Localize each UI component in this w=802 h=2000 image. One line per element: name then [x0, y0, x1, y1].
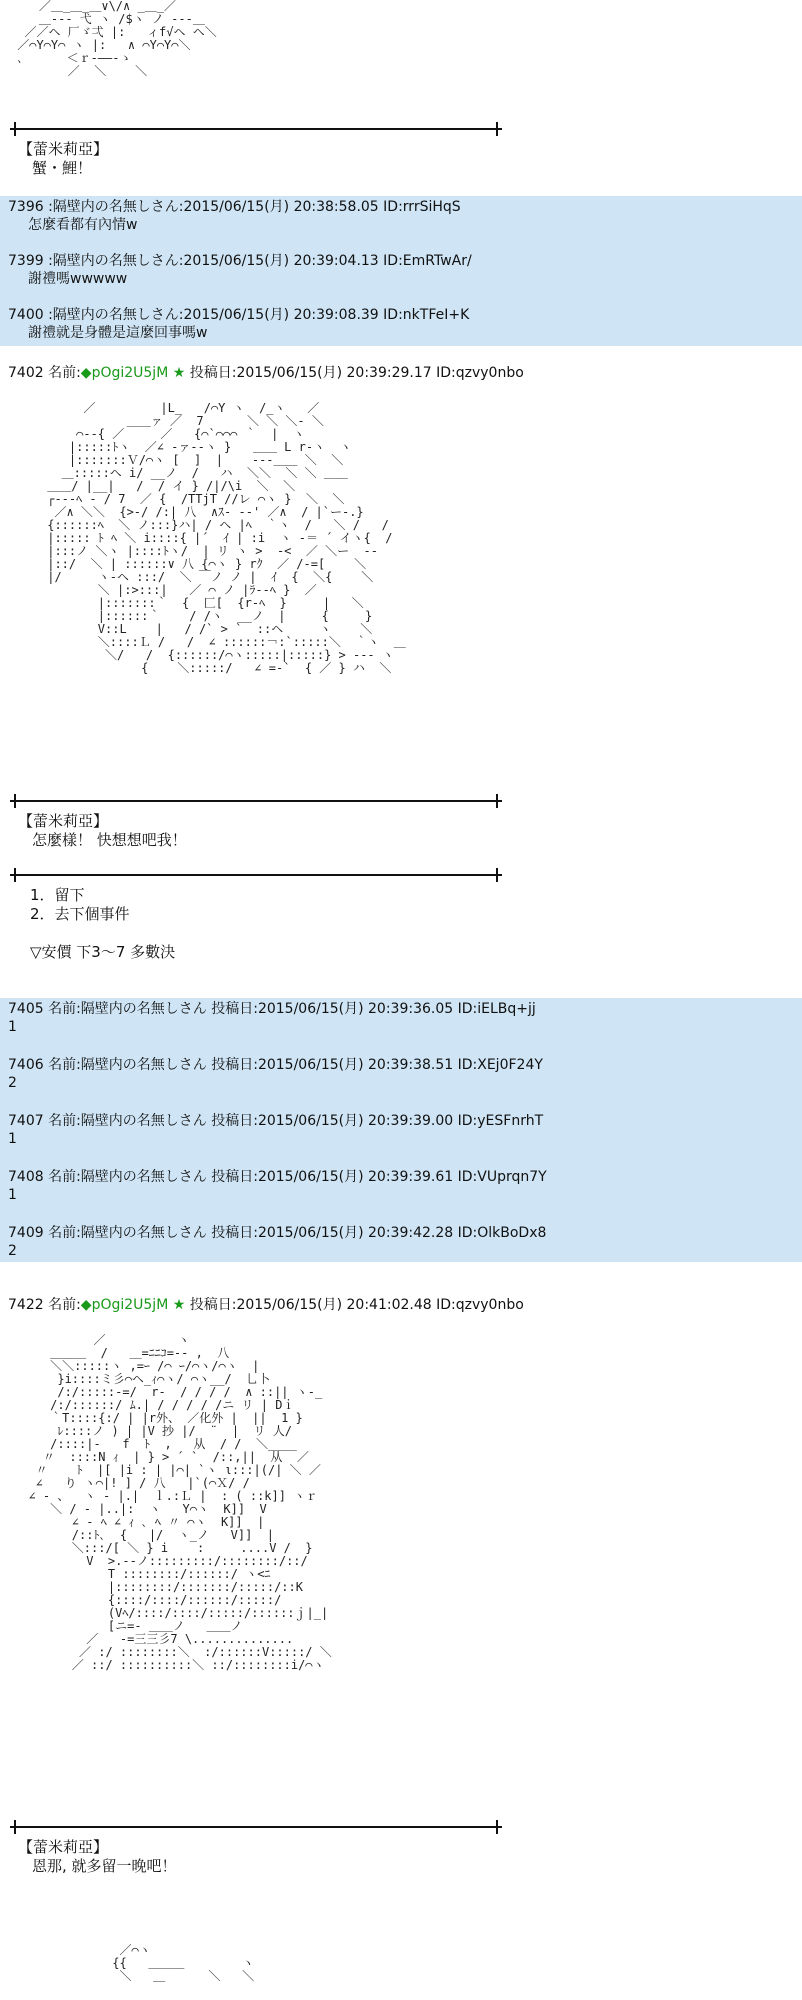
speaker-name: 【蕾米莉亞】 — [18, 1838, 109, 1856]
post-header: 7405 名前:隔壁内の名無しさん 投稿日:2015/06/15(月) 20:39:36.05 ID:iELBq+jj — [8, 1001, 536, 1017]
vote-instruction: ▽安價 下3～7 多數決 — [30, 943, 176, 961]
speaker-name: 【蕾米莉亞】 — [18, 812, 109, 830]
post-number: 7422 名前: — [8, 1297, 81, 1313]
choice-list — [30, 886, 175, 962]
dialogue-text: 蟹・鯉！ — [32, 159, 93, 177]
reply-post — [8, 306, 469, 342]
reply-post — [8, 1168, 547, 1204]
post-header: 7407 名前:隔壁内の名無しさん 投稿日:2015/06/15(月) 20:39:39.00 ID:yESFnrhT — [8, 1113, 544, 1129]
reply-post — [8, 1056, 543, 1092]
author-post-header — [8, 364, 524, 382]
reply-post — [8, 1224, 546, 1260]
reply-post — [8, 1112, 543, 1148]
post-author: ◆pOgi2U5jM ★ — [80, 1297, 186, 1313]
post-number: 7402 名前: — [8, 365, 81, 381]
scene-divider — [10, 866, 502, 884]
post-meta: 投稿日:2015/06/15(月) 20:39:29.17 ID:qzvy0nbo — [185, 365, 524, 381]
scene-divider — [10, 120, 502, 138]
speaker-name: 【蕾米莉亞】 — [18, 140, 109, 158]
post-header: 7406 名前:隔壁内の名無しさん 投稿日:2015/06/15(月) 20:39:38.51 ID:XEj0F24Y — [8, 1057, 543, 1073]
choice-option: 1．留下 — [30, 886, 85, 904]
scene-divider — [10, 1818, 502, 1836]
post-body: 謝禮就是身體是這麼回事嗎w — [28, 325, 208, 341]
dialogue-block — [18, 812, 187, 850]
dialogue-text: 恩那, 就多留一晚吧！ — [32, 1857, 177, 1875]
post-body: 怎麼看都有內情w — [28, 217, 138, 233]
post-body: 2 — [8, 1075, 17, 1091]
post-header: 7400 :隔壁内の名無しさん:2015/06/15(月) 20:39:08.39 ID:nkTFeI+K — [8, 307, 470, 323]
post-header: 7396 :隔壁内の名無しさん:2015/06/15(月) 20:38:58.05 ID:rrrSiHqS — [8, 199, 461, 215]
author-post-header — [8, 1296, 524, 1314]
dialogue-block — [18, 1838, 177, 1876]
post-body: 1 — [8, 1187, 17, 1203]
ascii-art-remilia: ／ |L_ /⌒Y ヽ /_ヽ ／ ＿＿ァ ／ 7 ＼ ＼ ＼‐ ＼ ⌒-‐{ ／ ／ {⌒`⌒⌒⌒ ｀ | ヽ |:::::ﾄヽ ／∠ -ァ‐‐ヽ } ＿＿ L r-ヽ ヽ |:::::::Ｖ/⌒ヽ [ ] | ‐‐‐＿＿ ＼ ＼ ＿:::::ヘ i/ __ノ / ハ ＼＼ ＼ ＼ ＿＿ ＿＿/ |__| / / イ } /|/\i ＼ ＼ ┌‐‐-ﾍ ‐ / 7 ／ { /TTjT //レ ⌒ヽ } ＼ ＼ ／∧ ＼＼ {>-/ /:| 八 ∧ｽ‐ ‐‐' ／∧ / |`ー-.} {::::::ﾍ ＼ ノ:::}ハ| / ヘ |ﾍ ｀ヽ / ＼ / / |::::: ﾄ ﾍ ＼ i::::{ |´ ｲ | :i ヽ -＝ ´ イヽ{ / |:::ノ ＼ヽ |::::ﾄヽ/ | リ ヽ > -< ／ ＼ー ‐‐ |::/ ＼ | ::::::∨ 八 {⌒ヽ } rｸ ／ /‐=[ ＼ |/ ヽ-ヘ :::/ ＼ ￣ノ ノ | ｲ { ＼{ ＼ ＼ |:>:::| ／ ⌒ ノ |ﾗ‐‐ﾍ } ／ |:::::::｀ { 匚[ {r-ﾍ } | ＼ |::::::｀ / /ヽ __ノ | { } V::L | / /` > ` ::ヘ ヽ ＼ ＼::::Ｌ / / ∠ ::::::￢:`:::::＼ ｀ヽ ＿ ＼/ / {::::::/⌒ヽ:::::|:::::} > ‐‐‐ ヽ { ＼:::::/ ∠ =-` { ／ } ハ ＼ — [47, 401, 406, 675]
reply-post — [8, 252, 472, 288]
ascii-art-remilia-2: ／ ヽ ＿＿＿ / ＿=ﾆﾆｺ=-- , 八 ＼＼:::::ヽ ,=ｰ /⌒ ｰ/⌒ヽ/⌒ヽ | }i::::ミ彡⌒ヘ_ｨ⌒ヽ/ ⌒ヽ__/ 乚卜 /:/:::::-=/ r‐ / / / / ∧ ::|| ヽ-_ /:/::::::/ ﾑ.| / / / / /ニ リ | Dｉ ｀T::::{:/ | |r外、 ／化外 | || 1 } ﾚ::::ノ ) | |V 抄 |/ ¨ | リ 人/ /::::|‐ f ﾄ , 从 / / ＼____ 〃 ::::N ｨ | } > ´ ` /::,|| 从 ／ 〃 ﾄ |[ |i : | |⌒| `ヽ ι:::|(/| ＼ ／ ∠ り ヽ⌒|! ] / 八 |`(⌒Ｘ/ / ∠ ‐ 、 ヽ ‐ |.| ｌ.:Ｌ | : ( ::k]] ヽｒ ＼ / ‐ |..|: ヽ Y⌒ヽ K]] V ∠ ‐ ﾍ ∠ ｨ ､ ﾍ 〃 ⌒ヽ K]] | /::ﾄ､ { |/ ヽ_ノ V]] | ＼:::/[ ＼ } i : ....V / } V >.‐‐ノ:::::::::/::::::::/::/ T ::::::::/::::::/ ヽ<ﾆ |::::::::/:::::::/:::::/::K {::::/::::/::::::/:::::/ (Vﾍ/::::/::::/:::::/::::::ｊ|_| [ニ=‐ ＿＿ノ ＿＿ノ ／ -=三三彡7 \.............. ／ :/ ::::::::＼ :/::::::V:::::/ ＼ ／ ::/ ::::::::::＼ ::/::::::::i/⌒ヽ — [28, 1333, 332, 1672]
post-header: 7408 名前:隔壁内の名無しさん 投稿日:2015/06/15(月) 20:39:39.61 ID:VUprqn7Y — [8, 1169, 547, 1185]
ascii-art-top: ／＿_＿_＿∨\/∧ _＿_／ ＿-‐‐ 弋 ヽ /$ヽ ノ ‐‐‐＿ ／／ヘ 厂ゞ弌 |: ィf√ヘ ヘ＼ ／⌒Y⌒Y⌒ ヽ |: ∧ ⌒Y⌒Y⌒＼ ､ ＜ｒ‐――-ゝ ／ ＼ ＼ — [17, 0, 217, 78]
reply-post — [8, 198, 461, 234]
post-header: 7399 :隔壁内の名無しさん:2015/06/15(月) 20:39:04.13 ID:EmRTwAr/ — [8, 253, 472, 269]
dialogue-block — [18, 140, 108, 178]
post-body: 1 — [8, 1019, 17, 1035]
post-meta: 投稿日:2015/06/15(月) 20:41:02.48 ID:qzvy0nbo — [185, 1297, 524, 1313]
post-author: ◆pOgi2U5jM ★ — [80, 365, 186, 381]
scene-divider — [10, 792, 502, 810]
reply-post — [8, 1000, 536, 1036]
ascii-art-bottom: ／⌒ヽ {{ ＿＿＿ ヽ ＼ ＿ ＼ ＼ — [112, 1943, 255, 1983]
post-body: 2 — [8, 1243, 17, 1259]
post-header: 7409 名前:隔壁内の名無しさん 投稿日:2015/06/15(月) 20:39:42.28 ID:OlkBoDx8 — [8, 1225, 547, 1241]
post-body: 謝禮嗎wwwww — [28, 271, 128, 287]
dialogue-text: 怎麼樣！ 快想想吧我！ — [32, 831, 187, 849]
post-body: 1 — [8, 1131, 17, 1147]
choice-option: 2．去下個事件 — [30, 905, 130, 923]
